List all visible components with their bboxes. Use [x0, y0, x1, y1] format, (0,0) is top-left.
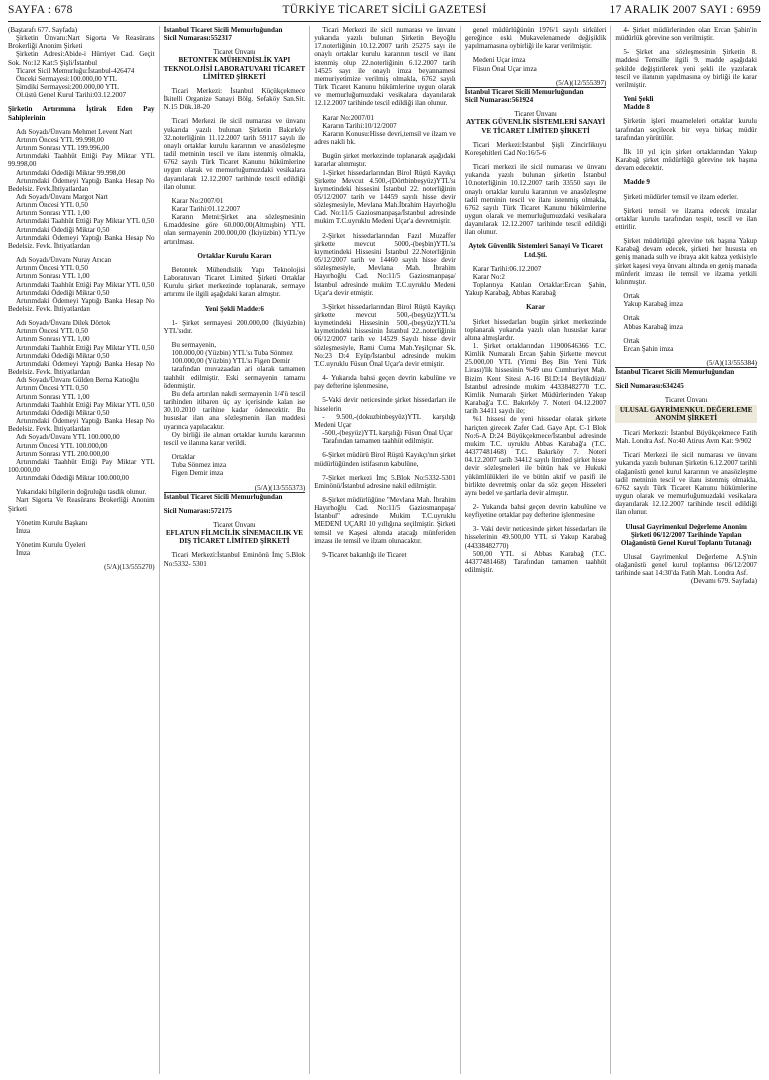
text-paragraph: Şirketi müdürler temsil ve ilzam ederler. — [623, 192, 739, 201]
text-paragraph: Artırımdaki Ödemeyi Yaptığı Banka Hesap No Bedelsiz. Fevk.İhtiyatlardan — [8, 176, 155, 193]
text-paragraph: Artırım Sonrası YTL 1,00 — [16, 392, 90, 401]
text-paragraph: AYTEK GÜVENLİK SİSTEMLERİ SANAYİ VE TİCARET LİMİTED ŞİRKETİ — [465, 118, 606, 135]
text-paragraph: Ticari Merkezi:İstanbul Eminönü İmç 5.Blok No:5332- 5301 — [163, 551, 306, 568]
text-paragraph: İlk 10 yıl için şirket ortaklarından Yakup Karabağ şirket müdürlüğü görevine tek başına devam edecektir. — [615, 147, 757, 173]
text-paragraph: 2- Yukarıda bahsi geçen devrin kabulüne ve keyfiyetine ortaklar pay defterine işlenmesine — [464, 502, 607, 520]
text-paragraph: Adı Soyadı/Ünvanı Gülden Berna Katıoğlu — [16, 376, 139, 385]
text-paragraph: Karar No:2007/01 — [171, 196, 224, 205]
text-paragraph: Şirketin Ünvanı:Nart Sigorta Ve Reasürans Brokerliği Anonim Şirketi — [8, 34, 155, 51]
text-paragraph: Karar Tarihi:01.12.2007 — [171, 204, 241, 213]
text-paragraph: Bu defa artırılan nakdi sermayenin 1/4'ü tescil tarihinden itibaren üç ay içerisinde kalan ise 30.10.2010 tarihine kadar ödenecektir. Bu hususlar ilan ana sözleşmenin ilan maddesi uyarınca yapılacaktır. — [163, 389, 306, 431]
text-paragraph: Nart Sigorta Ve Reasürans Brokerliği Anonim Şirketi — [8, 496, 155, 513]
text-paragraph: Şirketin Artırımına İştirak Eden Pay Sahiplerinin — [8, 105, 155, 122]
text-paragraph: BETONTEK MÜHENDİSLİK YAPI TEKNOLOJİSİ LABORATUVARI TİCARET LİMİTED ŞİRKETİ — [163, 56, 306, 81]
text-paragraph: Artırım Öncesi YTL 99.998,00 — [16, 135, 104, 144]
text-paragraph: 4- Yukarıda bahsi geçen devrin kabulüne ve pay defterine işlenmesine, — [314, 374, 456, 391]
text-paragraph: 5-Vaki devir neticesinde şirket hissedarları ile hisselerin — [314, 396, 456, 413]
text-paragraph: Adı Soyadı/Ünvanı Dilek Dörtok — [16, 319, 111, 328]
text-paragraph: Ortak — [623, 292, 640, 301]
text-paragraph: Tuba Sönmez imza — [171, 461, 227, 470]
text-paragraph: Ol.üstü Genel Kurul Tarihi:03.12.2007 — [16, 91, 127, 100]
text-paragraph: (5/A)(13/555384) — [706, 359, 757, 367]
text-paragraph: Kararın Konusu:Hisse devri,temsil ve ilzam ve adres nakli hk. — [314, 129, 456, 147]
text-paragraph: Yakup Karabağ imza — [623, 300, 683, 309]
text-paragraph: Karar — [526, 303, 546, 312]
text-paragraph: (5/A)(13/555270) — [104, 563, 155, 572]
text-paragraph: Figen Demir imza — [171, 469, 224, 478]
text-paragraph: Ticaret Ünvanı — [664, 396, 708, 405]
columns — [8, 26, 761, 1074]
text-paragraph: 9-Ticaret bakanlığı ile Ticaret — [322, 550, 407, 559]
text-paragraph: Artırımdaki Ödemeyi Yaptığı Banka Hesap No Bedelsiz. Fevk. İhtiyatlardan — [8, 233, 155, 250]
text-paragraph: Artırımdaki Taahhüt Ettiği Pay Miktar YTL 0,50 — [16, 280, 155, 289]
text-paragraph: Artırımdaki Ödemeyi Yaptığı Banka Hesap No Bedelsiz. Fevk. İhtiyatlardan — [8, 296, 155, 313]
text-paragraph: Kararın Metni:Şirket ana sözleşmesinin 6.maddesine göre 60.000,00(Altmışbin) YTL olan sermayenin 200.000,00 (İkiyüzbin) YTL'ye artırılması. — [163, 213, 306, 246]
text-paragraph: Artırım Sonrası YTL 1,00 — [16, 335, 90, 344]
text-paragraph: Sicil Numarası:561924 — [464, 96, 534, 105]
text-paragraph: Ticari Merkezi ile sicil numarası ve ünvanı yukarıda yazılı bulunan Şirketin 6.12.2007 tarihli olağanüstü genel kurul kararının ve anasözleşme tadil metninin tescil ve ilanı istenmiş olmakla, 6762 sayılı Türk Ticaret Kanunu hükümlerine uygun olarak ve memurluğumuzdaki vesikalara dayanılarak 12.12.2007 tarihinde tescil edildiği ilan olunur. — [615, 451, 757, 517]
text-paragraph: 8-Şirket müdürlüğüne "Mevlana Mah. İbrahim Hayırhoğlu Cad. No:11/5 Gaziosmanpaşa/İstanbul" adresinde Mukim T.C.uyruklu MEDENİ UÇARI 10 yıllığına seçilmiştir. Şirketi temsil ve Kaşesi altında atacağı münferiden imzası ile temsil ve ilzam olunacaktır. — [314, 495, 456, 545]
text-paragraph: Abbas Karabağ imza — [623, 322, 683, 331]
text-paragraph: İmza — [16, 549, 31, 558]
page-header — [8, 4, 761, 22]
text-paragraph: 3-Şirket hissedarlarından Birol Rüştü Kayıkçı şirkette mevcut 500,-(beşyüz)YTL'sı kıymetindeki Hissesinin 500,-(beşyüz)YTL'sı kıymetindeki hissesinin İstanbul 22..noterliğinin 06/12/2007 tarih ve 14529 Sayılı hisse devir sözleşmesiyle, Rami Cuma Mah.Yeşilçınar Sk. No:23 D:4 Eyüp/İstanbul adresinde mukim T.C.uyruklu Füsun Önal Uçar'a devir etmiştir. — [314, 302, 456, 368]
text-paragraph: Artırım Öncesi YTL 0,50 — [16, 201, 88, 210]
text-paragraph: Şirketi temsil ve ilzama edecek imzalar ortaklar kurulu tarafından tespit, tescil ve ilan ettirilir. — [615, 206, 757, 231]
text-paragraph: Ulusal Gayrimenkul Değerleme Anonim Şirketi 06/12/2007 Tarihinde Yapılan Olağanüstü Genel Kurul Toplantı Tutanağı — [620, 522, 752, 547]
text-paragraph: Önceki Sermayesi:100.000,00 YTL — [16, 74, 117, 83]
text-paragraph: Ulusal Gayrimenkul Değerleme A.Ş'nin olağanüstü genel kurul toplantısı 06/12/2007 tarihinde saat 14:30'da Fatih Mah. Londra Asf. — [615, 552, 757, 578]
gazette-title: TÜRKİYE TİCARET SİCİLİ GAZETESİ — [282, 4, 487, 16]
text-paragraph: İmza — [16, 526, 31, 535]
text-paragraph: Medeni Uçar imza — [472, 56, 526, 65]
text-paragraph: Toplantıya Katılan Ortaklar:Ercan Şahin, Yakup Karabağ, Abbas Karabağ — [464, 281, 607, 298]
text-paragraph: Kararın Tarihi:10/12/2007 — [322, 121, 397, 130]
text-paragraph: ULUSAL GAYRİMENKUL DEĞERLEME ANONİM ŞİRKETİ — [615, 405, 757, 423]
text-paragraph: Artırımdaki Ödemeyi Yaptığı Banka Hesap No Bedelsiz. Fevk. İhtiyatlardan — [8, 417, 155, 434]
text-paragraph: Sicil Numarası:552317 — [163, 34, 232, 43]
text-paragraph: Ortaklar — [171, 453, 196, 462]
text-paragraph: Artırım Öncesi YTL 0,50 — [16, 264, 88, 273]
text-paragraph: Bugün şirket merkezinde toplanarak aşağıdaki kararlar alınmıştır. — [314, 152, 456, 169]
text-paragraph: Ticari merkezi ile sicil numarası ve ünvanı yukarıda yazılı bulunan şirketin İstanbul 10.noterliğinin 10.12.2007 tarih 33550 sayı ile onaylı ortaklar kurulu kararının ve anasözleşme tadil metninin tescil ve ilanı istenmiş olmakla, 6762 sayılı Türk Ticaret Kanunu hükümlerine uygun olarak ve memurluğumuzdaki vesikalara dayanılarak 12.12.2007 tarihinde tescil edildiği ilan olunur. — [464, 163, 607, 237]
text-paragraph: Artırım Sonrası YTL 1,00 — [16, 209, 90, 218]
text-paragraph: Adı Soyadı/Ünvanı YTL 100.000,00 — [16, 433, 120, 442]
text-paragraph: Artırım Öncesi YTL 0,50 — [16, 384, 88, 393]
text-paragraph: Şirket hissedarları bugün şirket merkezinde toplanarak yukarıda yazılı olan hususlar karar altına almışlardır. — [464, 317, 607, 342]
text-paragraph: (5/A)(13/555373) — [254, 483, 306, 492]
text-paragraph: Füsun Önal Uçar imza — [472, 64, 537, 73]
text-paragraph: Artırımdaki Ödediği Miktar 99.998,00 — [16, 168, 126, 177]
text-paragraph: Sicil Numarası:634245 — [615, 382, 684, 391]
text-paragraph: Artırımdaki Ödediği Miktar 0,50 — [16, 351, 110, 360]
text-paragraph: 1- Şirket sermayesi 200.000,00 (İkiyüzbin) YTL'sıdır. — [163, 318, 306, 335]
text-paragraph: -500,-(beşyüz)YTL karşılığı Füsun Önal Uçar — [322, 429, 453, 438]
text-paragraph: Adı Soyadı/Ünvanı Margot Nart — [16, 192, 108, 201]
text-paragraph: 7-Şirket merkezi İmç 5.Blok No:5332-5301 Eminönü/İstanbul adresine nakil edilmiştir. — [314, 473, 456, 490]
text-paragraph: - 9.500,-(dokuzbinbeşyüz)YTL karşılığı Medeni Uçar — [314, 412, 456, 429]
text-paragraph: Artırımdaki Ödediği Miktar 0,50 — [16, 408, 110, 417]
text-paragraph: Şimdiki Sermayesi:200.000,00 YTL — [16, 83, 119, 92]
text-paragraph: Artırımdaki Taahhüt Ettiği Pay Miktar YTL 99.998,00 — [8, 152, 155, 169]
text-paragraph: 3- Vaki devir neticesinde şirket hissedarları ile hisselerinin 49.500,00 YTL si Yakup Karabağ (44338482770) — [464, 525, 607, 550]
text-paragraph: Yukarıdaki bilgilerin doğruluğu tasdik olunur. — [16, 488, 147, 497]
text-paragraph: Yeni Şekli Madde:6 — [204, 304, 264, 313]
text-paragraph: (Devamı 679. Sayfada) — [690, 577, 757, 586]
text-paragraph: Artırımdaki Ödediği Miktar 0,50 — [16, 225, 110, 234]
column-5 — [610, 26, 761, 1074]
text-paragraph: Artırım Sonrası YTL 200.000,00 — [16, 449, 110, 458]
text-paragraph: Yönetim Kurulu Üyeleri — [16, 541, 86, 550]
text-paragraph: Ercan Şahin imza — [623, 344, 674, 353]
text-paragraph: İstanbul Ticaret Sicili Memurluğundan — [615, 368, 735, 377]
header-rule — [8, 21, 761, 22]
text-paragraph: Ticaret Ünvanı — [213, 48, 256, 57]
column-4 — [460, 26, 611, 1074]
text-paragraph: Artırım Öncesi YTL 100.000,00 — [16, 441, 108, 450]
text-paragraph: genel müdürlüğünün 1976/1 sayılı sirküleri gereğince eski Mukavelenamede değişiklik yapılmamasına oybirliği ile karar verilmiştir. — [464, 26, 607, 51]
text-paragraph: Ortak — [623, 336, 640, 345]
text-paragraph: Ortak — [623, 314, 640, 323]
text-paragraph: Karar No:2 — [472, 272, 505, 281]
text-paragraph: 500,00 YTL si Abbas Karabağ (T.C. 44377481468) Tarafından tamamen taahhüt edilmiştir. — [464, 549, 607, 575]
text-paragraph: Karar No:2007/01 — [322, 113, 374, 122]
text-paragraph: Karar Tarihi:06.12.2007 — [472, 264, 542, 273]
issue-date: 17 ARALIK 2007 SAYI : 6959 — [609, 4, 761, 16]
text-paragraph: Ticari Merkezi ile sicil numarası ve ünvanı yukarıda yazılı bulunan Şirketin Bakırköy 32.noterliğinin 11.12.2007 tarih 59117 sayılı ile onaylı ortaklar kurulu kararının ve anasözleşme tadil metninin tescil ve ilanı istenmiş olmakla, 6762 sayılı Türk Ticaret Kanunu hükümlerine uygun olarak ve memurluğumuzdaki vesikalara dayanılarak 12.12.2007 tarihinde tescil edildiği ilan olunur. — [163, 117, 306, 191]
text-paragraph: Adı Soyadı/Ünvanı Mehmet Levent Nart — [16, 127, 133, 136]
text-paragraph: 100.000,00 (Yüzbin) YTL'sı Figen Demir — [171, 357, 291, 366]
text-paragraph: Artırımdaki Taahhüt Ettiği Pay Miktar YTL 100.000,00 — [8, 457, 155, 474]
text-paragraph: Artırımdaki Taahhüt Ettiği Pay Miktar YTL 0,50 — [16, 400, 155, 409]
text-paragraph: tarafından muvazaadan ari olarak tamamen taahhüt edilmiştir. Eski sermayenin tamamı ödenmiştir. — [163, 365, 306, 390]
text-paragraph: Oy birliği ile alınan ortaklar kurulu kararının tescil ve ilanına karar verildi. — [163, 430, 306, 447]
text-paragraph: 100.000,00 (Yüzbin) YTL'sı Tuba Sönmez — [171, 349, 293, 358]
text-paragraph: 5- Şirket ana sözleşmesinin Şirketin 8. maddesi Temsille ilgili 9. madde aşağıdaki şekilde değiştirilerek yeni şekli ile yazılarak tescil ve ilanının yapılmasına oy birliği ile karar verilmiştir. — [615, 48, 757, 89]
text-paragraph: Artırımdaki Ödemeyi Yaptığı Banka Hesap No Bedelsiz. Fevk. İhtiyatlardan — [8, 359, 155, 377]
text-paragraph: Ticari Merkezi ile sicil numarası ve ünvanı yukarıda yazılı bulunan Şirketin Beyoğlu 17.noterliğinin 10.12.2007 tarih 25275 sayı ile onaylı ortaklar kurulu kararının tescil ve ilanı istenmiş olup 22.noterliğinin 6.12.2007 tarih 14525 sayı ile onaylı imza beyannamesi memuriyetimize verilmiş olmakla, 6762 sayılı Türk Ticaret Kanunu hükümlerine uygun olarak ve memurluğumuzdaki vesikalara dayanılarak 12.12.2007 tarihinde tescil edildiği ilan olunur. — [314, 26, 456, 108]
text-paragraph: Artırım Öncesi YTL 0,50 — [16, 327, 88, 336]
text-paragraph: (Baştarafı 677. Sayfada) — [8, 26, 78, 34]
text-paragraph: Artırımdaki Ödediği Miktar 0,50 — [16, 288, 110, 297]
text-paragraph: Artırım Sonrası YTL 199.996,00 — [16, 144, 110, 153]
text-paragraph: Şirketin işleri muameleleri ortaklar kurulu tarafından seçilecek bir veya birkaç müdür tarafından yürütülür. — [615, 117, 757, 142]
text-paragraph: Ticari Merkezi: İstanbul Büyükçekmece Fatih Mah. Londra Asf. No:40 Atirus Avm Kat: 9/902 — [615, 428, 757, 446]
text-paragraph: Ticari Merkezi: İstanbul Küçükçekmece İkitelli Organize Sanayi Bölg. Sefaköy San.Sit. N.15 Dük.18-20 — [163, 86, 306, 112]
text-paragraph: Ticaret Ünvanı — [514, 110, 557, 119]
text-paragraph: Yeni Şekli — [623, 95, 654, 104]
column-2 — [159, 26, 310, 1074]
text-paragraph: İstanbul Ticaret Sicili Memurluğundan — [163, 26, 283, 34]
text-paragraph: 1. Şirket ortaklarından 11900646366 T.C. Kimlik Numaralı Ercan Şahin Şirkette mevcut 25.000,00 YTL (Yirmi Beş Bin Yeni Türk Lirası)'lik hissesinin %49 unu Cumhuriyet Mah. Bizim Kent Sitesi A-16 Bl.D:14 Beylikdüzü/İstanbul adresinde mukim 44338482770 T.C. Kimlik Numaralı Şirket Müdürlerinden Yakup Karabağ'a T.C. Bakırköy 7. Noteri 04.12.2007 tarih 34411 sayılı ile; — [464, 342, 607, 416]
text-paragraph: Artırım Sonrası YTL 1,00 — [16, 272, 90, 281]
text-paragraph: Tarafından tamamen taahhüt edilmiştir. — [322, 437, 434, 446]
text-paragraph: Ticaret Ünvanı — [213, 520, 256, 529]
text-paragraph: Sicil Numarası:572175 — [163, 506, 232, 515]
text-paragraph: Madde 9 — [623, 178, 650, 187]
text-paragraph: Artırımdaki Taahhüt Ettiği Pay Miktar YTL 0,50 — [16, 217, 155, 226]
text-paragraph: Madde 8 — [623, 103, 650, 112]
text-paragraph: Ticaret Sicil Memurluğu:İstanbul-426474 — [16, 66, 135, 75]
text-paragraph: Ticari Merkezi:İstanbul Şişli Zincirlikuyu Koreşehitleri Cad No:16/5-6 — [464, 140, 607, 157]
text-paragraph: 4- Şirket müdürlerinden olan Ercan Şahin'in müdürlük görevine son verilmiştir. — [615, 26, 757, 43]
text-paragraph: 6-Şirket müdürü Birol Rüştü Kayıkçı'nın şirket müdürlüğünden istifasının kabulüne, — [314, 451, 456, 468]
text-paragraph: 1-Şirket hissedarlarından Birol Rüştü Kayıkçı Şirkette Mevcut 4.500,-(Dörtbinbeşyüz)YTL'sı kıymetindeki hissesini İstanbul 22. noterliğinin 05/12/2007 tarih ve 14459 sayılı hisse devir sözleşmesiyle, Mevlana Mah.İbrahim Hayırhoğlu Cad. No:11/5 Gaziosmanpaşa/İstanbul adresinde mukim T.C.uyruklu Medeni Uçar'a devretmiştir. — [314, 168, 456, 226]
text-paragraph: Ortaklar Kurulu Kararı — [197, 251, 272, 260]
text-paragraph: EFLATUN FİLMCİLİK SİNEMACILIK VE DIŞ TİCARET LİMİTED ŞİRKETİ — [165, 529, 303, 546]
text-paragraph: Şirket müdürlüğü görevine tek başına Yakup Karabağ devam edecek, şirketi her hususta en geniş manada sulh ve ibraya akit kabza yetkisiyle şirket kaşesi veya ünvanı altında en geniş manada münferit imzası ile temsil ve ilzama yetkili kılınmıştır. — [615, 237, 757, 286]
page-number: SAYFA : 678 — [8, 4, 73, 16]
text-paragraph: Yönetim Kurulu Başkanı — [16, 518, 88, 527]
text-paragraph: Artırımdaki Ödediği Miktar 100.000,00 — [16, 474, 129, 483]
column-3 — [309, 26, 460, 1074]
text-paragraph: Adı Soyadı/Ünvanı Nuray Arıcan — [16, 256, 112, 265]
text-paragraph: Aytek Güvenlik Sistemleri Sanayi Ve Ticaret Ltd.Şti. — [468, 242, 603, 259]
text-paragraph: %1 hissesi de yeni hissedar olarak şirkete hariçten girecek Zafer Cad. Gaye Apt. C-1 Blok No:6-A D:24 Büyükçekmece/İstanbul adresinde mukim T.C. uyruklu Abbas Karabağ'a (T.C. 44377481468) T.C. Bakırköy 7. Noteri 04.12.2007 tarih 34412 sayılı limited şirket hisse devir sözleşmeleri ile bütün hak ve Hukuki yükümlülükleri ile ve bütün aktif ve pasifi ile birlikte devretmiş onlar da söz geçen Hisseleri aynı bedel ve şartlarla devir almıştır. — [464, 415, 607, 497]
text-paragraph: (5/A)(12/555397) — [555, 78, 607, 87]
column-1 — [8, 26, 159, 1074]
text-paragraph: Betontek Mühendislik Yapı Teknolojisi Laboratuvarı Ticaret Limited Şirketi Ortaklar Kurulu şirket merkezinde toplanarak, sermaye artırımı ile ilgili aşağıdaki kararı almıştır. — [163, 265, 306, 299]
text-paragraph: İstanbul Ticaret Sicili Memurluğundan — [464, 87, 584, 96]
text-paragraph: İstanbul Ticaret Sicili Memurluğundan — [163, 492, 283, 501]
text-paragraph: Artırımdaki Taahhüt Ettiği Pay Miktar YTL 0,50 — [16, 343, 155, 352]
text-paragraph: Bu sermayenin, — [171, 341, 217, 349]
text-paragraph: Şirketin Adresi:Abide-i Hürriyet Cad. Geçit Sok. No:12 Kat:5 Şişli/İstanbul — [8, 50, 155, 67]
text-paragraph: 2-Şirket hissedarlarından Fazıl Muzaffer şirkette mevcut 5000,-(beşbin)YTL'sı kıymetindeki Hissesini İstanbul 22.Noterliğinin 05/12/2007 tarih ve 14460 sayılı hisse devir sözleşmesiyle, Mevlana Mah. İbrahim Hayırhoğlu Cad. No:11/5 Gaziosmanpaşa/İstanbul adresinde mukim T.C.uyruklu Medeni Uçar'a devir etmiştir. — [314, 231, 456, 297]
